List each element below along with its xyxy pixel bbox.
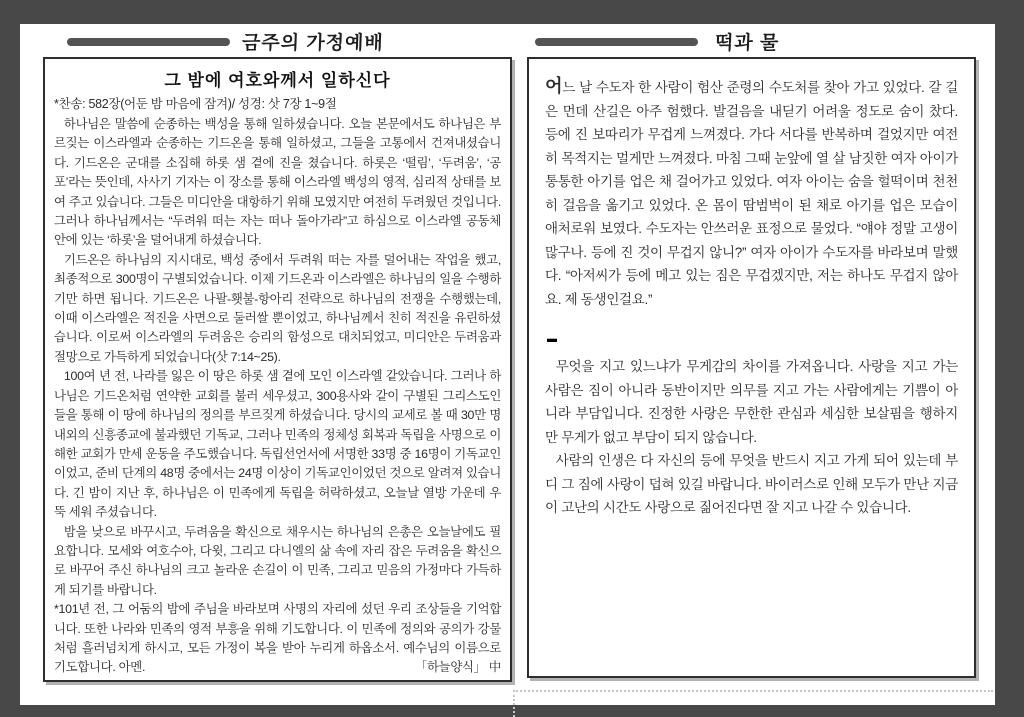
worship-article-box: [43, 57, 512, 682]
reflection-paragraph: 사람의 인생은 다 자신의 등에 무엇을 반드시 지고 가게 되어 있는데 부디 그 짐에 사랑이 덥혀 있길 바랍니다. 바이러스로 인해 모두가 만난 지금 이 고난의 시간도 사랑으로 짊어진다면 잘 지고 나갈 수 있습니다.: [545, 453, 958, 515]
bulletin-page: [20, 24, 995, 705]
cut-guide-vertical: [513, 690, 515, 717]
article-paragraph: 기드온은 하나님의 지시대로, 백성 중에서 두려워 떠는 자를 덜어내는 작업을 했고, 최종적으로 300명이 구별되었습니다. 이제 기드온과 이스라엘은 하나님의 일을 수행하기만 하면 됩니다. 기드온은 나팔-횃불-항아리 전략으로 하나님의 전쟁을 수행했는데, 이때 이스라엘은 적진을 사면으로 둘러쌀 뿐이었고, 하나님께서 친히 적진을 유린하셨습니다. 이로써 이스라엘의 두려움은 승리의 함성으로 대치되었고, 미디안은 두려움과 절망으로 가득하게 되었습니다(삿 7:14~25).: [54, 252, 501, 364]
cut-guide-horizontal: [513, 690, 993, 692]
article-paragraph: 하나님은 말씀에 순종하는 백성을 통해 일하셨습니다. 오늘 본문에서도 하나님은 부르짖는 이스라엘과 순종하는 기드온을 통해 일하셨고, 그들을 고통에서 건져내셨습니다. 기드온은 군대를 소집해 하롯 샘 곁에 진을 쳤습니다. 하롯은 ‘떨림’, ‘두려움’, ‘공포’라는 뜻인데, 사사기 기자는 이 장소를 통해 이스라엘 백성의 영적, 심리적 상태를 보여 주고 있습니다. 그들은 미디안을 대항하기 위해 모였지만 여전히 두려웠던 것입니다. 그러나 하나님께서는 “두려워 떠는 자는 떠나 돌아가라”고 하심으로 이스라엘 공동체 안에 있는 ‘하롯’을 덜어내게 하셨습니다.: [54, 117, 501, 248]
divider-dash-icon: ▬: [547, 333, 557, 346]
story-body: [545, 75, 958, 520]
hymn-scripture-line: *찬송: 582장(어둔 밤 마음에 잠겨)/ 성경: 삿 7장 1~9절: [54, 97, 337, 111]
right-section-title: 떡과 물: [714, 33, 780, 54]
article-body: [54, 115, 501, 678]
article-paragraph: 100여 년 전, 나라를 잃은 이 땅은 하롯 샘 곁에 모인 이스라엘 같았습니다. 그러나 하나님은 기드온처럼 연약한 교회를 불러 세우셨고, 300용사와 같이 구별된 그리스도인들을 통해 이 땅에 하나님의 정의를 부르짖게 하셨습니다. 당시의 교세로 볼 때 30만 명 내외의 신흥종교에 불과했던 기독교, 그러나 민족의 정체성 회복과 독립을 사명으로 이해한 교회가 만세 운동을 주도했습니다. 독립선언서에 서명한 33명 중 16명이 기독교인이었고, 준비 단계의 48명 중에서는 24명 이상이 기독교인이었던 것으로 알려져 있습니다. 긴 밤이 지난 후, 하나님은 이 민족에게 독립을 허락하셨고, 오늘날 열방 가운데 우뚝 세워 주셨습니다.: [54, 369, 501, 520]
article-paragraph: 밤을 낮으로 바꾸시고, 두려움을 확신으로 채우시는 하나님의 은총은 오늘날에도 필요합니다. 모세와 여호수아, 다윗, 그리고 다니엘의 삶 속에 자리 잡은 두려움을 확신으로 바꾸어 주신 하나님의 크고 놀라운 손길이 이 민족, 그리고 믿음의 가정마다 가득하게 되기를 바랍니다.: [54, 524, 501, 597]
closing-prayer: *101년 전, 그 어둠의 밤에 주님을 바라보며 사명의 자리에 섰던 우리 조상들을 기억합니다. 또한 나라와 민족의 영적 부흥을 위해 기도합니다. 이 민족에 정의와 공의가 강물처럼 흘러넘치게 하시고, 모든 가정이 복을 받아 누리게 하옵소서. 예수님의 이름으로 기도합니다. 아멘.: [54, 602, 501, 675]
right-header-bar: [535, 38, 698, 46]
left-section-title: 금주의 가정예배: [241, 33, 385, 54]
reflection-paragraph: 무엇을 지고 있느냐가 무게감의 차이를 가져옵니다. 사랑을 지고 가는 사람은 짐이 아니라 동반이지만 의무를 지고 가는 사람에게는 기쁨이 아니라 부담입니다. 진정한 사랑은 무한한 관심과 세심한 보살핌을 행하지만 무게가 없고 부담이 되지 않습니다.: [545, 359, 958, 445]
story-article-box: [527, 57, 976, 678]
source-credit: 「하늘양식」 中: [414, 660, 501, 675]
article-title: 그 밤에 여호와께서 일하신다: [164, 71, 391, 90]
story-paragraph: 어느 날 수도자 한 사람이 험산 준령의 수도처를 찾아 가고 있었다. 갈 길은 먼데 산길은 아주 험했다. 발걸음을 내딛기 어려울 정도로 숨이 찼다. 등에 진 보따리가 무겁게 느껴졌다. 가다 서다를 반복하며 걸었지만 여전히 목적지는 멀게만 느껴졌다. 마침 그때 눈앞에 열 살 남짓한 여자 아이가 통통한 아기를 업은 채 걸어가고 있었다. 여자 아이는 숨을 헐떡이며 천천히 걸음을 옮기고 있었다. 온 몸이 땀범벅이 된 채로 아기를 업은 모습이 애처로워 보였다. 수도자는 안쓰러운 표정으로 물었다. “얘야 정말 고생이 많구나. 등에 진 것이 무겁지 않니?” 여자 아이가 수도자를 바라보며 말했다. “아저씨가 등에 메고 있는 짐은 무겁겠지만, 저는 하나도 무겁지 않아요. 제 동생인걸요.”: [545, 76, 958, 307]
left-header-bar: [67, 38, 230, 46]
